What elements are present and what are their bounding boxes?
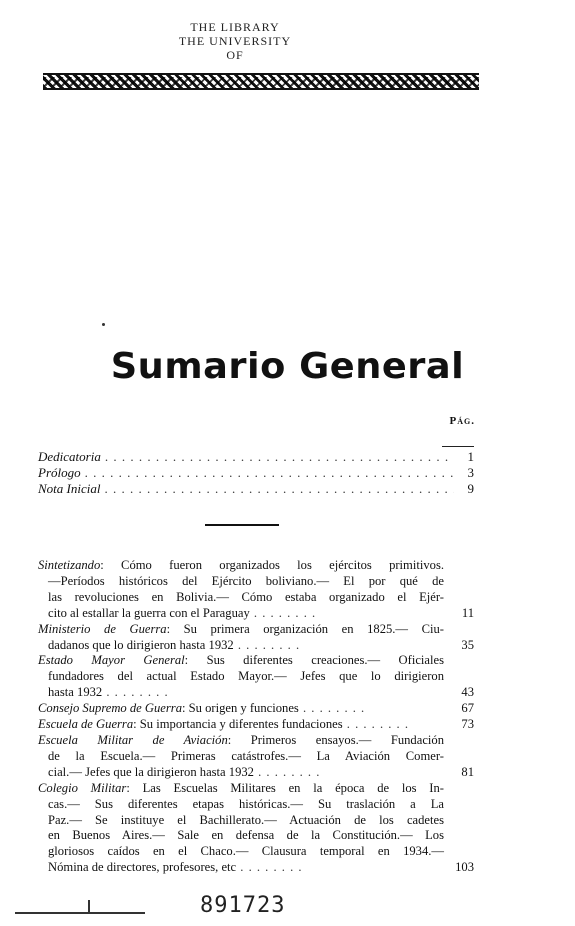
chapter-line	[38, 844, 444, 860]
chapter-line	[38, 797, 444, 813]
chapter-page: 43	[461, 685, 474, 700]
chapter-first-line	[38, 701, 444, 717]
chapter-entry	[38, 717, 474, 733]
chapter-heading: Escuela Militar de Aviación	[38, 732, 228, 747]
chapter-text: cas.— Sus diferentes etapas históricas.— Su traslación a La	[48, 796, 444, 811]
chapter-first-line	[38, 781, 444, 797]
chapter-text: fundadores del actual Estado Mayor.— Jefes que lo dirigieron	[48, 669, 444, 684]
stamp-line-2: THE UNIVERSITY	[178, 34, 292, 48]
chapter-heading: Colegio Militar	[38, 780, 127, 795]
chapter-description	[38, 781, 452, 876]
chapter-entry	[38, 622, 474, 654]
chapter-first-line	[38, 717, 444, 733]
chapter-text: : Sus diferentes creaciones.— Oficiales	[184, 653, 444, 668]
chapter-heading: Ministerio de Guerra	[38, 621, 167, 636]
dot-leader: . . . . . . . .	[102, 685, 169, 700]
chapter-description	[38, 558, 452, 622]
toc-label: Nota Inicial	[38, 481, 101, 496]
dot-leader: . . . . . . . .	[233, 637, 301, 652]
chapter-first-line	[38, 558, 444, 574]
chapter-description	[38, 701, 452, 717]
chapter-first-line	[38, 653, 444, 669]
toc-row	[38, 449, 474, 465]
section-divider	[205, 524, 279, 526]
chapter-entry	[38, 781, 474, 876]
chapter-text: : Las Escuelas Militares en la época de los In-	[126, 780, 444, 795]
stamp-line-3: OF	[226, 48, 244, 62]
chapter-line	[38, 765, 444, 781]
chapter-line	[38, 606, 444, 622]
toc-page: 1	[467, 449, 474, 464]
chapter-heading: Sintetizando	[38, 558, 101, 572]
speck-dot	[102, 323, 105, 326]
chapter-page: 35	[461, 637, 474, 652]
margin-rule	[15, 912, 145, 914]
chapter-text: cial.— Jefes que la dirigieron hasta 1932	[48, 764, 254, 779]
chapter-text: dadanos que lo dirigieron hasta 1932	[48, 637, 234, 652]
dot-leader	[105, 449, 454, 465]
chapter-heading: Consejo Supremo de Guerra	[38, 701, 182, 716]
chapter-text: hasta 1932	[48, 685, 103, 700]
chapter-first-line	[38, 733, 444, 749]
page-title: Sumario General	[110, 346, 465, 387]
chapter-text: cito al estallar la guerra con el Paraguay	[48, 605, 250, 620]
chapter-first-line	[38, 622, 444, 638]
chapter-text: Nómina de directores, profesores, etc	[48, 860, 237, 875]
chapter-line	[38, 574, 444, 590]
chapter-line	[38, 828, 444, 844]
toc-row	[38, 481, 474, 497]
chapter-text: —Períodos históricos del Ejército boliviano.— El por qué de	[48, 573, 444, 588]
stamp-line-1: THE LIBRARY	[190, 20, 280, 34]
chapter-line	[38, 685, 444, 701]
toc-row	[38, 465, 474, 481]
chapter-line	[38, 638, 444, 654]
chapter-heading: Estado Mayor General	[38, 653, 185, 668]
chapter-text: : Cómo fueron organizados los ejércitos primitivos.	[100, 558, 444, 572]
dot-leader	[85, 465, 454, 481]
chapter-line	[38, 749, 444, 765]
dot-leader: . . . . . . . .	[342, 717, 409, 732]
toc-label: Dedicatoria	[38, 449, 101, 464]
chapter-text: : Su importancia y diferentes fundaciones	[133, 717, 343, 732]
chapter-page: 73	[461, 717, 474, 732]
dot-leader	[104, 481, 454, 497]
dot-leader: . . . . . . . .	[249, 605, 317, 620]
chapter-description	[38, 717, 452, 733]
decorative-band	[43, 73, 479, 90]
dot-leader: . . . . . . . .	[236, 860, 303, 875]
chapter-entry	[38, 653, 474, 701]
page-column-label: Pág.	[449, 415, 475, 427]
front-matter-list	[38, 449, 474, 497]
library-stamp	[150, 20, 320, 62]
toc-page: 3	[467, 465, 474, 480]
chapter-text: las revoluciones en Bolivia.— Cómo estaba organizado el Ejér-	[48, 589, 444, 604]
chapter-text: : Su primera organización en 1825.— Ciu-	[166, 621, 444, 636]
chapter-page: 67	[461, 701, 474, 716]
chapter-description	[38, 653, 452, 701]
chapter-page: 81	[461, 764, 474, 779]
dot-leader: . . . . . . . .	[253, 764, 321, 779]
chapter-entry	[38, 701, 474, 717]
chapter-description	[38, 622, 452, 654]
chapter-line	[38, 590, 444, 606]
chapter-text: en Buenos Aires.— Sale en defensa de la Constitución.— Los	[48, 828, 444, 843]
chapter-list	[38, 558, 474, 876]
chapter-entry	[38, 733, 474, 781]
chapter-entry	[38, 558, 474, 622]
chapter-text: de la Escuela.— Primeras catástrofes.— La Aviación Comer-	[48, 748, 444, 763]
chapter-line	[38, 860, 444, 876]
chapter-text: : Su origen y funciones	[182, 701, 299, 716]
chapter-heading: Escuela de Guerra	[38, 717, 134, 732]
chapter-line	[38, 813, 444, 829]
chapter-page: 103	[455, 860, 474, 875]
chapter-description	[38, 733, 452, 781]
chapter-text: : Primeros ensayos.— Fundación	[227, 732, 444, 747]
chapter-text: Paz.— Se instituye el Bachillerato.— Actuación de los cadetes	[48, 812, 444, 827]
chapter-page: 11	[461, 605, 474, 620]
chapter-text: gloriosos caídos en el Chaco.— Clausura temporal en 1934.—	[48, 844, 444, 859]
toc-page: 9	[467, 481, 474, 496]
chapter-line	[38, 669, 444, 685]
toc-label: Prólogo	[38, 465, 81, 480]
dot-leader: . . . . . . . .	[298, 701, 366, 716]
column-rule	[442, 446, 474, 447]
accession-number: 891723	[200, 893, 286, 918]
